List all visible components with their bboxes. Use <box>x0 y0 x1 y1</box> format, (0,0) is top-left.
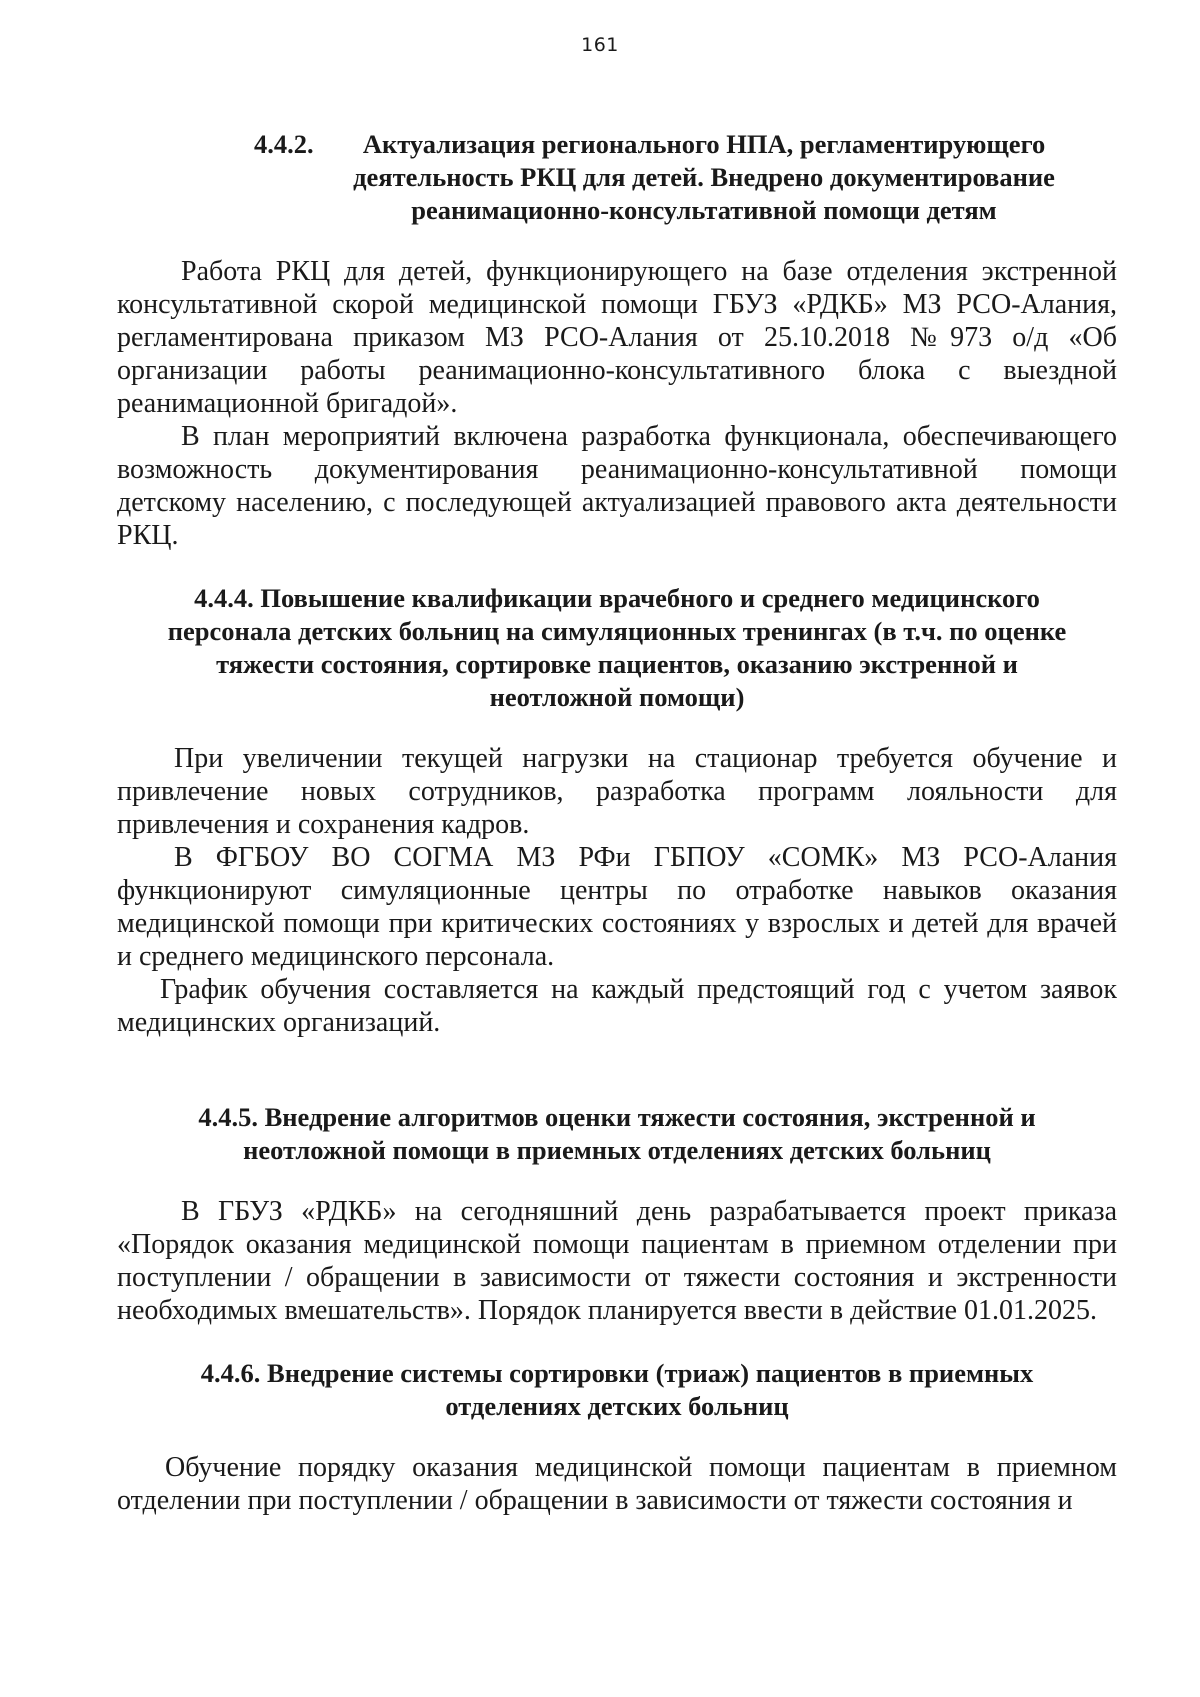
section-heading-4-4-5: 4.4.5. Внедрение алгоритмов оценки тяжести состояния, экстренной и неотложной помощи в приемных отделениях детских больниц <box>198 1102 1036 1165</box>
section-title: Актуализация регионального НПА, регламентирующего деятельность РКЦ для детей. Внедрено документирование реанимационно-консультативной помощи детям <box>353 129 1055 225</box>
paragraph: В ГБУЗ «РДКБ» на сегодняшний день разрабатывается проект приказа «Порядок оказания медицинской помощи пациентам в приемном отделении при поступлении / обращении в зависимости от тяжести состояния и экстренности необходимых вмешательств». Порядок планируется ввести в действие 01.01.2025. <box>117 1196 1117 1326</box>
paragraph: Работа РКЦ для детей, функционирующего на базе отделения экстренной консультативной скорой медицинской помощи ГБУЗ «РДКБ» МЗ РСО-Алания, регламентирована приказом МЗ РСО-Алания от 25.10.2018 №973 о/д «Об организации работы реанимационно-консультативного блока с выездной реанимационной бригадой». <box>117 256 1117 419</box>
section-heading-4-4-2 <box>117 128 1117 227</box>
section-heading-4-4-4: 4.4.4. Повышение квалификации врачебного и среднего медицинского персонала детских больниц на симуляционных тренингах (в т.ч. по оценке тяжести состояния, сортировке пациентов, оказанию экстренной и неотложной помощи) <box>167 583 1067 712</box>
paragraph: График обучения составляется на каждый предстоящий год с учетом заявок медицинских организаций. <box>117 974 1117 1038</box>
paragraph: В план мероприятий включена разработка функционала, обеспечивающего возможность документирования реанимационно-консультативной помощи детскому населению, с последующей актуализацией правового акта деятельности РКЦ. <box>117 421 1117 551</box>
section-number: 4.4.2. <box>254 129 314 159</box>
paragraph: Обучение порядку оказания медицинской помощи пациентам в приемном отделении при поступлении / обращении в зависимости от тяжести состояния и <box>117 1452 1117 1516</box>
paragraph: При увеличении текущей нагрузки на стационар требуется обучение и привлечение новых сотрудников, разработка программ лояльности для привлечения и сохранения кадров. <box>117 743 1117 840</box>
page-number: 161 <box>581 34 619 56</box>
paragraph: В ФГБОУ ВО СОГМА МЗ РФи ГБПОУ «СОМК» МЗ РСО-Алания функционируют симуляционные центры по отработке навыков оказания медицинской помощи при критических состояниях у взрослых и детей для врачей и среднего медицинского персонала. <box>117 842 1117 972</box>
document-body <box>117 128 1117 1517</box>
section-heading-4-4-6: 4.4.6. Внедрение системы сортировки (триаж) пациентов в приемных отделениях детских больниц <box>200 1358 1034 1421</box>
